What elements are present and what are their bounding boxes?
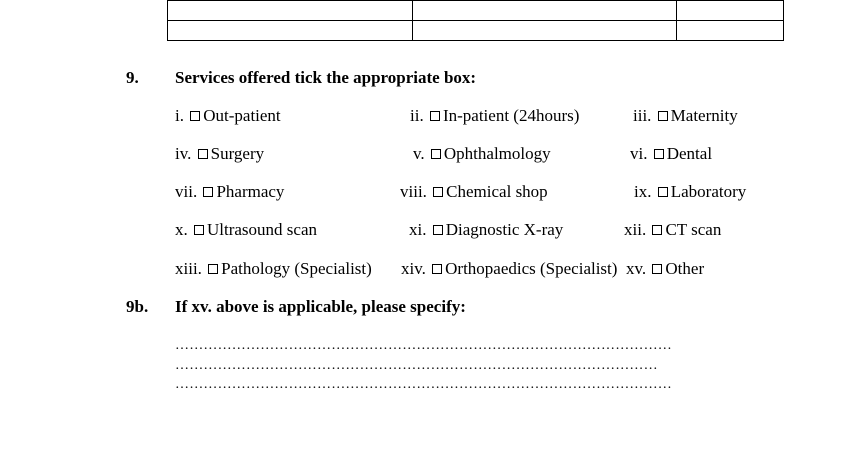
pathology-checkbox[interactable]: [208, 264, 218, 274]
ophthalmology-checkbox[interactable]: [431, 149, 441, 159]
option-other: [626, 259, 704, 279]
option-dental: [630, 144, 712, 164]
table-row: [168, 21, 784, 41]
option-inpatient: [410, 106, 579, 126]
surgery-checkbox[interactable]: [198, 149, 208, 159]
option-orthopaedics: [401, 259, 617, 279]
specify-line-3[interactable]: ……………………………………………………………………………………………: [175, 377, 672, 392]
question-9-heading: Services offered tick the appropriate box:: [175, 68, 477, 87]
option-number: v.: [413, 144, 425, 163]
option-number: vi.: [630, 144, 648, 163]
option-label: Ophthalmology: [443, 144, 551, 163]
option-label: Pathology (Specialist): [221, 259, 372, 278]
orthopaedics-checkbox[interactable]: [432, 264, 442, 274]
option-outpatient: [175, 106, 281, 126]
table-cell[interactable]: [677, 1, 784, 21]
option-label: Out-patient: [203, 106, 281, 125]
option-label: Pharmacy: [216, 182, 285, 201]
option-label: Orthopaedics (Specialist): [445, 259, 618, 278]
option-label: Diagnostic X-ray: [445, 220, 564, 239]
option-number: xiii.: [175, 259, 202, 278]
specify-line-1[interactable]: ……………………………………………………………………………………………: [175, 338, 672, 353]
option-number: viii.: [400, 182, 427, 201]
option-number: iii.: [633, 106, 652, 125]
option-label: Surgery: [210, 144, 265, 163]
option-diagnostic-xray: [409, 220, 563, 240]
option-number: i.: [175, 106, 184, 125]
option-label: Laboratory: [670, 182, 747, 201]
option-number: vii.: [175, 182, 198, 201]
question-9-number: 9.: [126, 68, 139, 87]
table-cell[interactable]: [413, 21, 677, 41]
inpatient-checkbox[interactable]: [430, 111, 440, 121]
table-cell[interactable]: [168, 21, 413, 41]
option-label: Dental: [666, 144, 713, 163]
option-maternity: [633, 106, 738, 126]
option-ct-scan: [624, 220, 721, 240]
pharmacy-checkbox[interactable]: [203, 187, 213, 197]
chemical-shop-checkbox[interactable]: [433, 187, 443, 197]
option-pharmacy: [175, 182, 284, 202]
dental-checkbox[interactable]: [654, 149, 664, 159]
option-label: Other: [665, 259, 705, 278]
option-label: In-patient (24hours): [442, 106, 580, 125]
previous-answers-table: [167, 0, 784, 41]
maternity-checkbox[interactable]: [658, 111, 668, 121]
option-label: CT scan: [665, 220, 722, 239]
option-number: x.: [175, 220, 188, 239]
option-number: ix.: [634, 182, 652, 201]
option-chemical-shop: [400, 182, 548, 202]
option-number: xii.: [624, 220, 647, 239]
other-checkbox[interactable]: [652, 264, 662, 274]
option-label: Chemical shop: [446, 182, 548, 201]
option-label: Maternity: [670, 106, 738, 125]
laboratory-checkbox[interactable]: [658, 187, 668, 197]
diagnostic-xray-checkbox[interactable]: [433, 225, 443, 235]
table-cell[interactable]: [413, 1, 677, 21]
option-number: xiv.: [401, 259, 426, 278]
specify-line-2[interactable]: …………………………………………………………………………………………: [175, 358, 658, 373]
table-row: [168, 1, 784, 21]
option-number: ii.: [410, 106, 424, 125]
option-ultrasound-scan: [175, 220, 317, 240]
option-number: xv.: [626, 259, 647, 278]
option-number: xi.: [409, 220, 427, 239]
question-9b-heading: If xv. above is applicable, please specify:: [175, 297, 466, 316]
ultrasound-scan-checkbox[interactable]: [194, 225, 204, 235]
option-label: Ultrasound scan: [207, 220, 318, 239]
option-ophthalmology: [413, 144, 551, 164]
option-number: iv.: [175, 144, 192, 163]
ct-scan-checkbox[interactable]: [652, 225, 662, 235]
option-surgery: [175, 144, 264, 164]
outpatient-checkbox[interactable]: [190, 111, 200, 121]
option-laboratory: [634, 182, 746, 202]
question-9b-number: 9b.: [126, 297, 149, 316]
table-cell[interactable]: [677, 21, 784, 41]
option-pathology: [175, 259, 372, 279]
table-cell[interactable]: [168, 1, 413, 21]
